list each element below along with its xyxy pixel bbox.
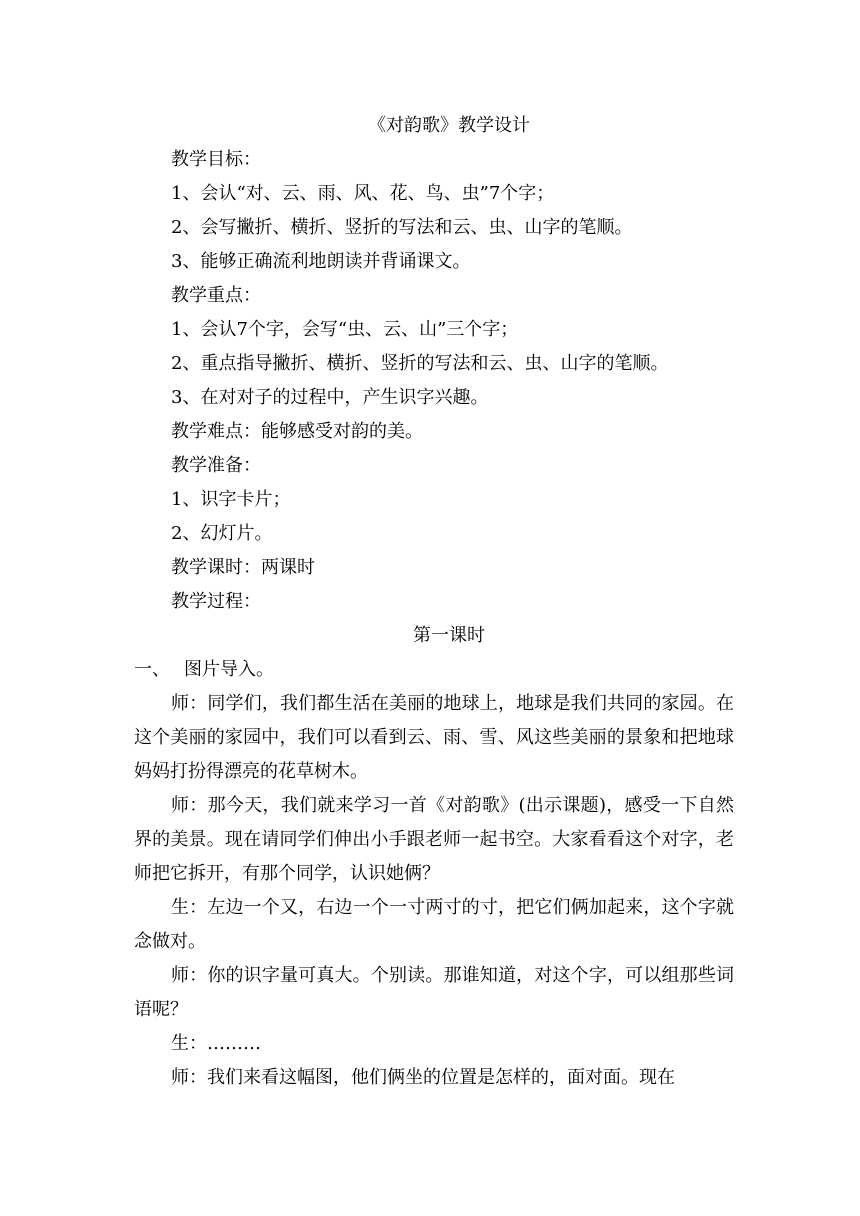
class-hours-line: 教学课时：两课时 bbox=[171, 557, 315, 578]
lesson-title: 第一课时 bbox=[413, 625, 485, 646]
preparation-item: 2、幻灯片。 bbox=[171, 523, 273, 544]
objective-item: 2、会写撇折、横折、竖折的写法和云、虫、山字的笔顺。 bbox=[171, 217, 633, 238]
dialogue-paragraph: 师：我们来看这幅图，他们俩坐的位置是怎样的，面对面。现在 bbox=[171, 1067, 675, 1088]
objective-item: 1、会认“对、云、雨、风、花、鸟、虫”7个字； bbox=[171, 183, 555, 204]
dialogue-paragraph: 生：左边一个又，右边一个一寸两寸的寸，把它们俩加起来，这个字就念做对。 bbox=[134, 897, 734, 952]
key-points-heading: 教学重点： bbox=[171, 285, 261, 306]
section-title: 图片导入。 bbox=[184, 659, 274, 680]
objectives-heading: 教学目标： bbox=[171, 149, 261, 170]
document-title: 《对韵歌》教学设计 bbox=[368, 115, 530, 136]
key-point-item: 3、在对对子的过程中，产生识字兴趣。 bbox=[171, 387, 489, 408]
dialogue-paragraph: 师：你的识字量可真大。个别读。那谁知道，对这个字，可以组那些词语呢？ bbox=[134, 965, 734, 1020]
dialogue-paragraph: 生：……… bbox=[171, 1033, 261, 1054]
preparation-item: 1、识字卡片； bbox=[171, 489, 291, 510]
dialogue-paragraph: 师：那今天，我们就来学习一首《对韵歌》(出示课题)，感受一下自然界的美景。现在请同学们伸出小手跟老师一起书空。大家看看这个对字，老师把它拆开，有那个同学，认识她俩？ bbox=[134, 795, 734, 884]
section-heading bbox=[134, 653, 734, 687]
preparation-heading: 教学准备： bbox=[171, 455, 261, 476]
dialogue-paragraph: 师：同学们，我们都生活在美丽的地球上，地球是我们共同的家园。在这个美丽的家园中，我们可以看到云、雨、雪、风这些美丽的景象和把地球妈妈打扮得漂亮的花草树木。 bbox=[134, 693, 734, 782]
process-heading: 教学过程： bbox=[171, 591, 261, 612]
objective-item: 3、能够正确流利地朗读并背诵课文。 bbox=[171, 251, 471, 272]
document-body bbox=[134, 109, 734, 1095]
difficulty-line: 教学难点：能够感受对韵的美。 bbox=[171, 421, 423, 442]
key-point-item: 2、重点指导撇折、横折、竖折的写法和云、虫、山字的笔顺。 bbox=[171, 353, 669, 374]
key-point-item: 1、会认7个字，会写“虫、云、山”三个字； bbox=[171, 319, 519, 340]
section-number: 一、 bbox=[134, 659, 170, 680]
